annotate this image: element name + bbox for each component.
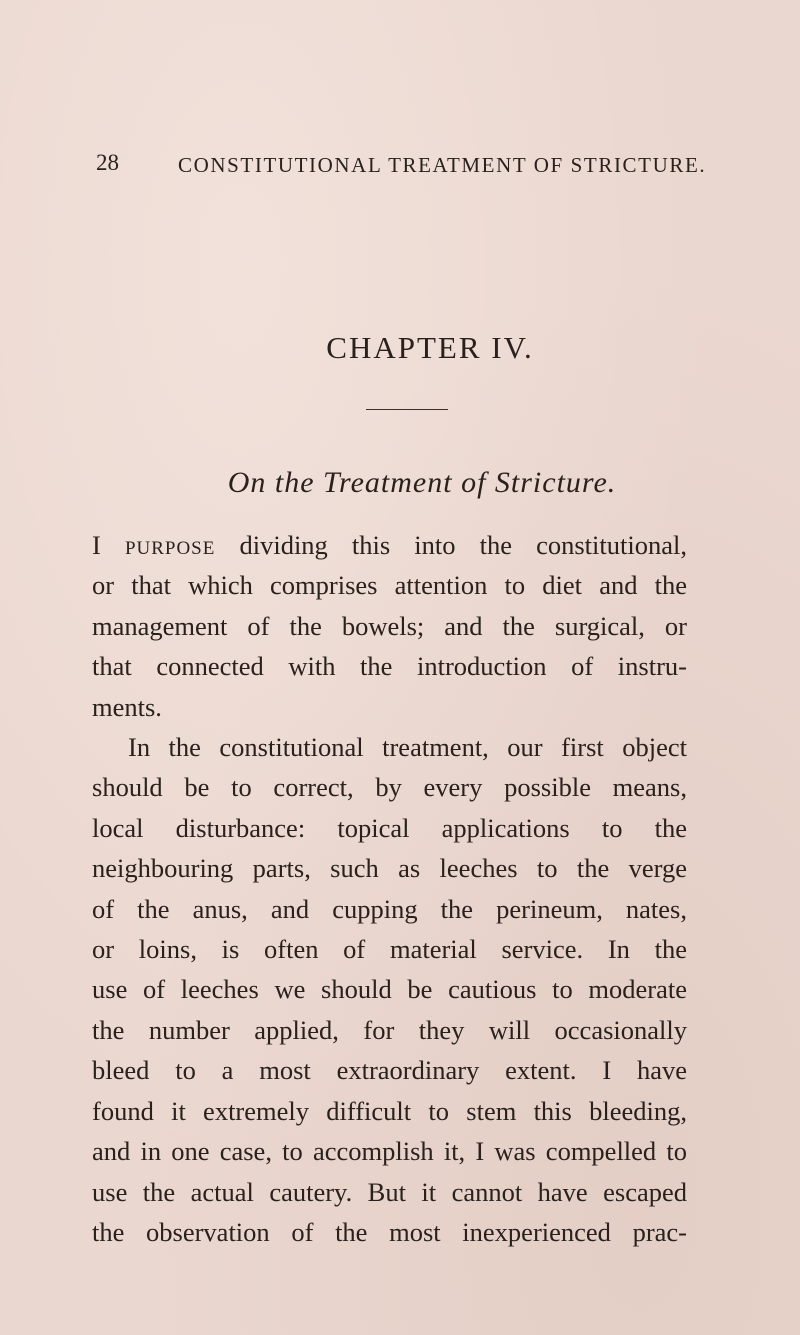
- paragraph-2-line-7: use of leeches we should be cautious to moderate: [92, 974, 687, 1005]
- running-title: CONSTITUTIONAL TREATMENT OF STRICTURE.: [178, 153, 707, 177]
- paragraph-2-line-5: of the anus, and cupping the perineum, nates,: [92, 893, 687, 924]
- chapter-divider-rule: [366, 409, 448, 410]
- paragraph-2-line-6: or loins, is often of material service. In the: [92, 934, 687, 965]
- paragraph-2-line-1: In the constitutional treatment, our first object: [128, 732, 687, 763]
- paragraph-1-line-1: [92, 525, 687, 565]
- paragraph-2-line-9: bleed to a most extraordinary extent. I have: [92, 1055, 687, 1086]
- paragraph-1-line-1-rest: dividing this into the constitutional,: [215, 530, 687, 560]
- paragraph-2-line-2: should be to correct, by every possible means,: [92, 772, 687, 803]
- paragraph-2-line-12: use the actual cautery. But it cannot have escaped: [92, 1176, 687, 1207]
- paragraph-2-line-10: found it extremely difficult to stem this bleeding,: [92, 1095, 687, 1126]
- page-number: 28: [96, 150, 119, 175]
- body-text: [92, 525, 687, 1252]
- paragraph-1-line-4: that connected with the introduction of instru-: [92, 651, 687, 682]
- paragraph-1-line-3: management of the bowels; and the surgical, or: [92, 610, 687, 641]
- opening-smallcaps-word: purpose: [124, 530, 216, 560]
- chapter-title: CHAPTER IV.: [326, 330, 534, 365]
- chapter-subtitle: On the Treatment of Stricture.: [227, 466, 617, 499]
- paragraph-1-line-2: or that which comprises attention to diet and the: [92, 570, 687, 601]
- paragraph-2-line-8: the number applied, for they will occasionally: [92, 1014, 687, 1045]
- running-head: [96, 150, 716, 190]
- paragraph-2-line-4: neighbouring parts, such as leeches to the verge: [92, 853, 687, 884]
- paragraph-2-line-11: and in one case, to accomplish it, I was compelled to: [92, 1136, 687, 1167]
- paragraph-2-line-3: local disturbance: topical applications to the: [92, 812, 687, 843]
- opening-letter: I: [92, 530, 101, 560]
- paragraph-1-line-5: ments.: [92, 691, 162, 722]
- paragraph-2-line-13: the observation of the most inexperienced prac-: [92, 1216, 687, 1247]
